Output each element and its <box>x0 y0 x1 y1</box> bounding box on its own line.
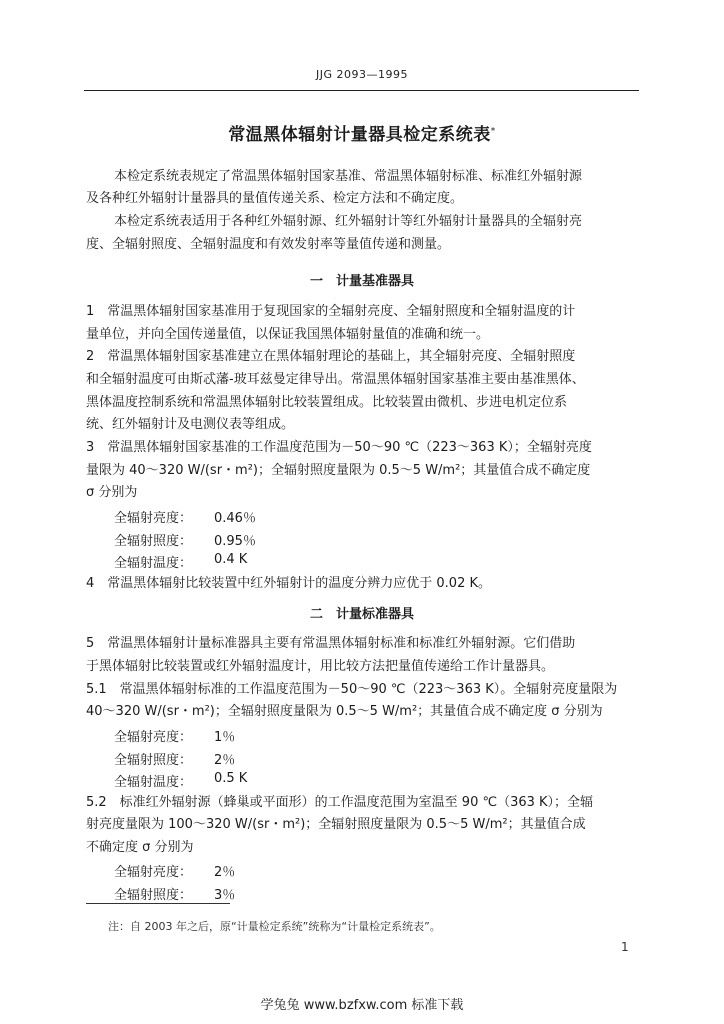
uncertainty-label: 全辐射亮度： <box>114 511 193 526</box>
body-line: 5.1 常温黑体辐射标准的工作温度范围为－50～90 ℃（223～363 K）。全辐射亮度量限为 <box>86 682 618 697</box>
watermark-footer[interactable]: 学兔兔 www.bzfxw.com 标准下载 <box>260 998 464 1013</box>
body-line: 5.2 标准红外辐射源（蜂巢或平面形）的工作温度范围为室温至 90 ℃（363 K）；全辐 <box>86 795 594 810</box>
body-line: 量单位，并向全国传递量值，以保证我国黑体辐射量值的准确和统一。 <box>86 327 490 342</box>
uncertainty-value: 0.5 K <box>214 771 248 786</box>
title-text: 常温黑体辐射计量器具检定系统表 <box>228 125 491 145</box>
section-heading-1: 一 计量基准器具 <box>309 274 414 289</box>
intro-line: 度、全辐射照度、全辐射温度和有效发射率等量值传递和测量。 <box>86 237 451 252</box>
uncertainty-value: 1％ <box>214 730 236 745</box>
uncertainty-value: 0.4 K <box>214 552 248 567</box>
uncertainty-label: 全辐射照度： <box>114 888 193 903</box>
section-heading-2: 二 计量标准器具 <box>309 607 414 622</box>
body-line: 4 常温黑体辐射比较装置中红外辐射计的温度分辨力应优于 0.02 K。 <box>86 576 492 591</box>
body-line: 统、红外辐射计及电测仪表等组成。 <box>86 417 295 432</box>
uncertainty-label: 全辐射照度： <box>114 753 193 768</box>
intro-line: 本检定系统表适用于各种红外辐射源、红外辐射计等红外辐射计量器具的全辐射亮 <box>114 214 583 229</box>
body-line: 黑体温度控制系统和常温黑体辐射比较装置组成。比较装置由微机、步进电机定位系 <box>86 395 568 410</box>
body-line: 40～320 W/(sr・m²)；全辐射照度量限为 0.5～5 W/m²；其量值合成不确定度 σ 分别为 <box>86 704 603 719</box>
body-line: σ 分别为 <box>86 485 138 500</box>
intro-line: 本检定系统表规定了常温黑体辐射国家基准、常温黑体辐射标准、标准红外辐射源 <box>114 169 583 184</box>
body-line: 于黑体辐射比较装置或红外辐射温度计，用比较方法把量值传递给工作计量器具。 <box>86 659 555 674</box>
uncertainty-value: 0.46％ <box>214 511 256 526</box>
body-line: 射亮度量限为 100～320 W/(sr・m²)；全辐射照度量限为 0.5～5 W/m²；其量值合成 <box>86 817 586 832</box>
body-line: 不确定度 σ 分别为 <box>86 840 194 855</box>
uncertainty-label: 全辐射温度： <box>114 556 193 571</box>
uncertainty-label: 全辐射亮度： <box>114 730 193 745</box>
uncertainty-value: 3％ <box>214 888 236 903</box>
body-line: 3 常温黑体辐射国家基准的工作温度范围为－50～90 ℃（223～363 K）；全辐射亮度 <box>86 440 592 455</box>
footnote-rule <box>86 903 230 904</box>
uncertainty-value: 2％ <box>214 865 236 880</box>
body-line: 5 常温黑体辐射计量标准器具主要有常温黑体辐射标准和标准红外辐射源。它们借助 <box>86 636 576 651</box>
body-line: 和全辐射温度可由斯忒藩-玻耳兹曼定律导出。常温黑体辐射国家基准主要由基准黑体、 <box>86 372 585 387</box>
document-title <box>0 120 724 145</box>
uncertainty-value: 0.95％ <box>214 534 256 549</box>
body-line: 1 常温黑体辐射国家基准用于复现国家的全辐射亮度、全辐射照度和全辐射温度的计 <box>86 304 576 319</box>
uncertainty-label: 全辐射照度： <box>114 534 193 549</box>
uncertainty-value: 2％ <box>214 753 236 768</box>
body-line: 量限为 40～320 W/(sr・m²)；全辐射照度量限为 0.5～5 W/m²；其量值合成不确定度 <box>86 463 591 478</box>
uncertainty-label: 全辐射亮度： <box>114 865 193 880</box>
uncertainty-label: 全辐射温度： <box>114 775 193 790</box>
footnote: 注：自 2003 年之后，原“计量检定系统”统称为“计量检定系统表”。 <box>108 920 441 933</box>
standard-code-header: JJG 2093—1995 <box>316 68 408 81</box>
body-line: 2 常温黑体辐射国家基准建立在黑体辐射理论的基础上，其全辐射亮度、全辐射照度 <box>86 349 576 364</box>
page-number: 1 <box>621 940 629 954</box>
title-footnote-mark: * <box>490 126 496 137</box>
intro-line: 及各种红外辐射计量器具的量值传递关系、检定方法和不确定度。 <box>86 191 464 206</box>
header-rule <box>84 90 639 91</box>
